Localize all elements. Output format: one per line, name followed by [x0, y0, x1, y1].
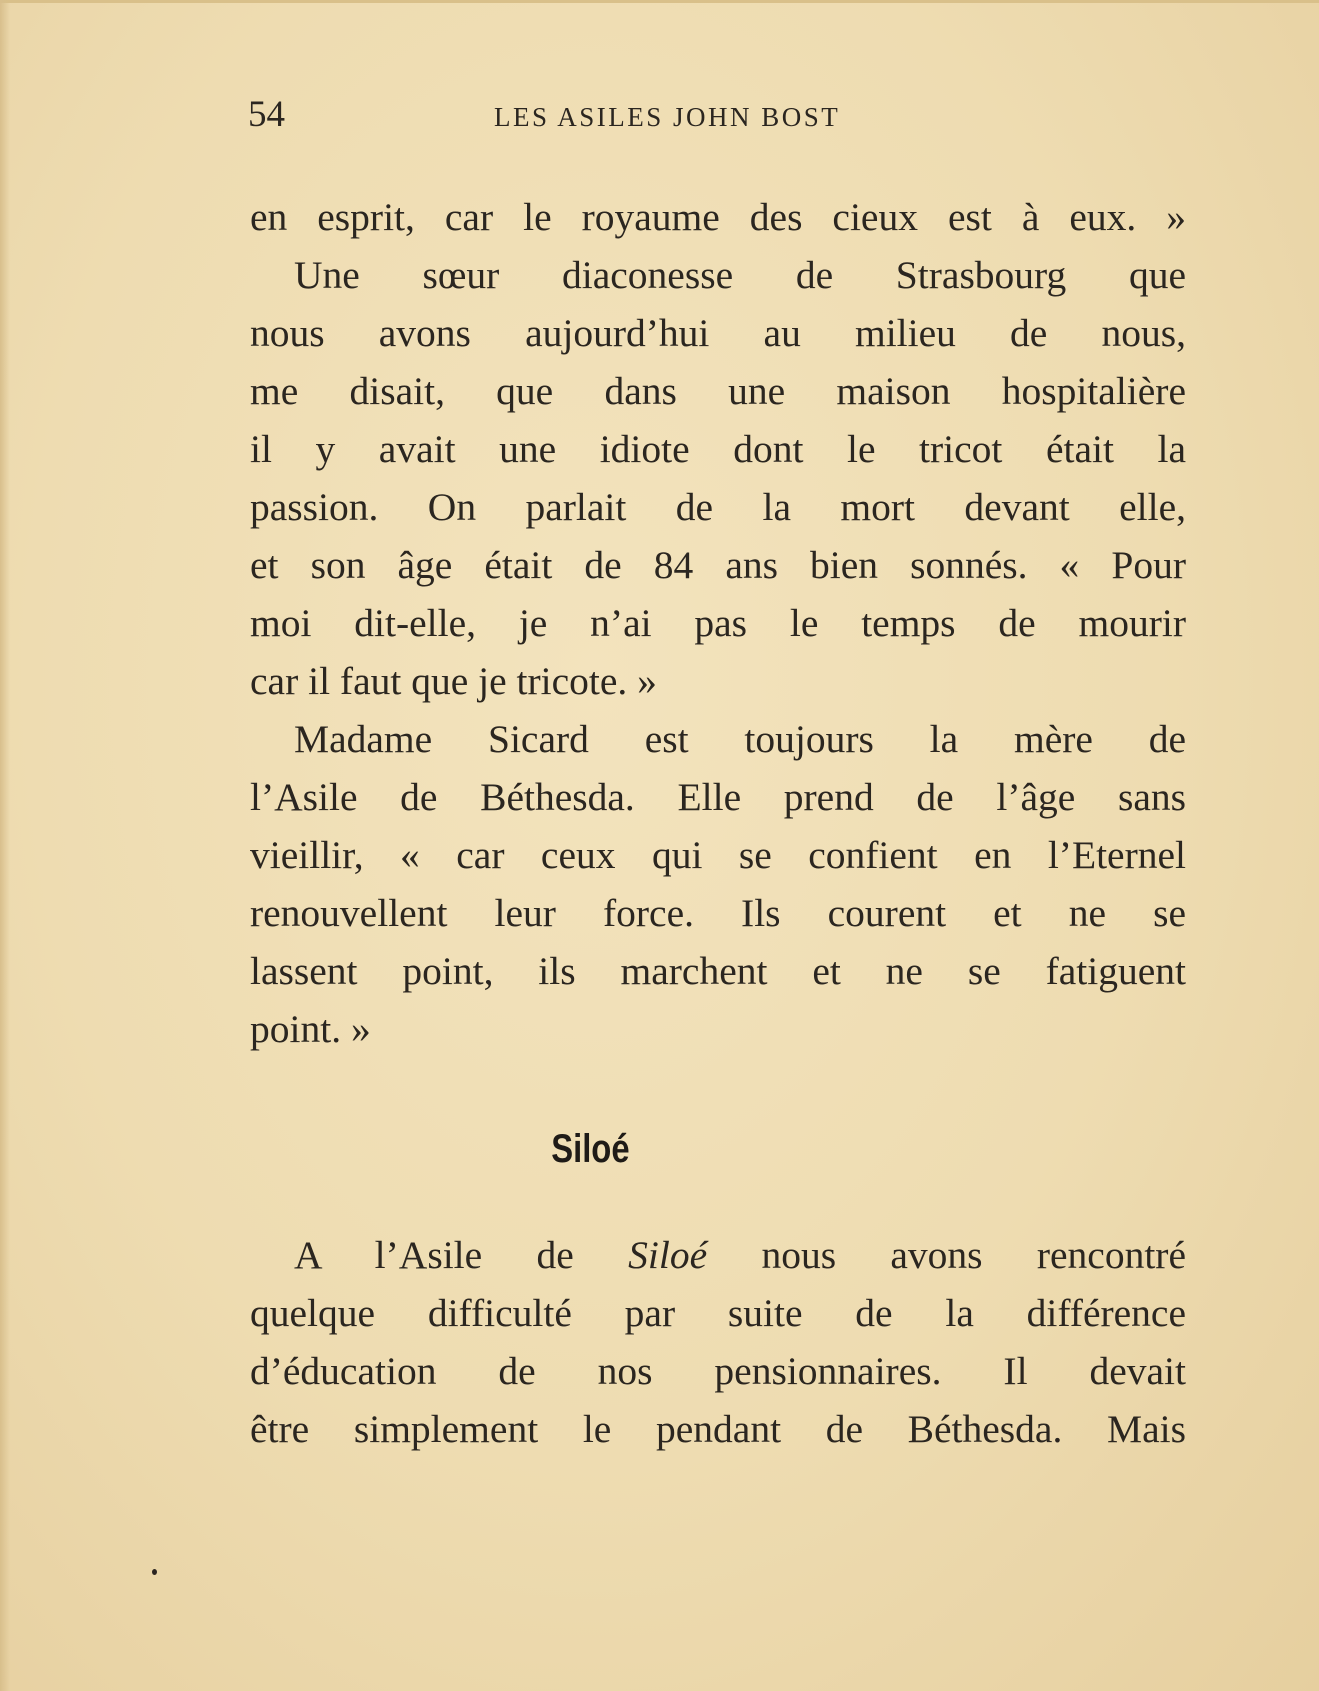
page-left-edge — [0, 0, 10, 1691]
ink-speck — [152, 1569, 157, 1575]
italic-place-name: Siloé — [628, 1233, 708, 1277]
page-header — [248, 93, 948, 143]
text-line: nous avons aujourd’hui au milieu de nous, — [250, 311, 1186, 355]
text-line: quelque difficulté par suite de la différence — [250, 1291, 1186, 1335]
text-line: l’Asile de Béthesda. Elle prend de l’âge sans — [250, 775, 1186, 819]
text-line: passion. On parlait de la mort devant elle, — [250, 485, 1186, 529]
text-run: A l’Asile de — [294, 1233, 629, 1277]
text-line: renouvellent leur force. Ils courent et ne se — [250, 891, 1186, 935]
text-line: d’éducation de nos pensionnaires. Il devait — [250, 1349, 1186, 1393]
page-number: 54 — [248, 94, 285, 135]
text-line — [250, 1226, 1186, 1284]
text-line: Madame Sicard est toujours la mère de — [294, 717, 1186, 761]
section-heading: Siloé — [551, 1127, 630, 1171]
text-run: nous avons rencontré — [707, 1233, 1186, 1277]
text-line: en esprit, car le royaume des cieux est à eux. » — [250, 195, 1186, 239]
text-line: Une sœur diaconesse de Strasbourg que — [294, 253, 1186, 297]
text-line: vieillir, « car ceux qui se confient en l’Eternel — [250, 833, 1186, 877]
text-line: moi dit-elle, je n’ai pas le temps de mourir — [250, 601, 1186, 645]
body-text — [250, 188, 1186, 1058]
page-top-edge — [0, 0, 1319, 3]
running-title: LES ASILES JOHN BOST — [494, 102, 841, 132]
section-text — [250, 1226, 1186, 1458]
text-line: il y avait une idiote dont le tricot était la — [250, 427, 1186, 471]
text-line: me disait, que dans une maison hospitalière — [250, 369, 1186, 413]
text-line: car il faut que je tricote. » — [250, 659, 657, 703]
text-line: être simplement le pendant de Béthesda. Mais — [250, 1407, 1186, 1451]
text-line: et son âge était de 84 ans bien sonnés. « Pour — [250, 543, 1186, 587]
text-line: point. » — [250, 1007, 371, 1051]
text-line: lassent point, ils marchent et ne se fatiguent — [250, 949, 1186, 993]
